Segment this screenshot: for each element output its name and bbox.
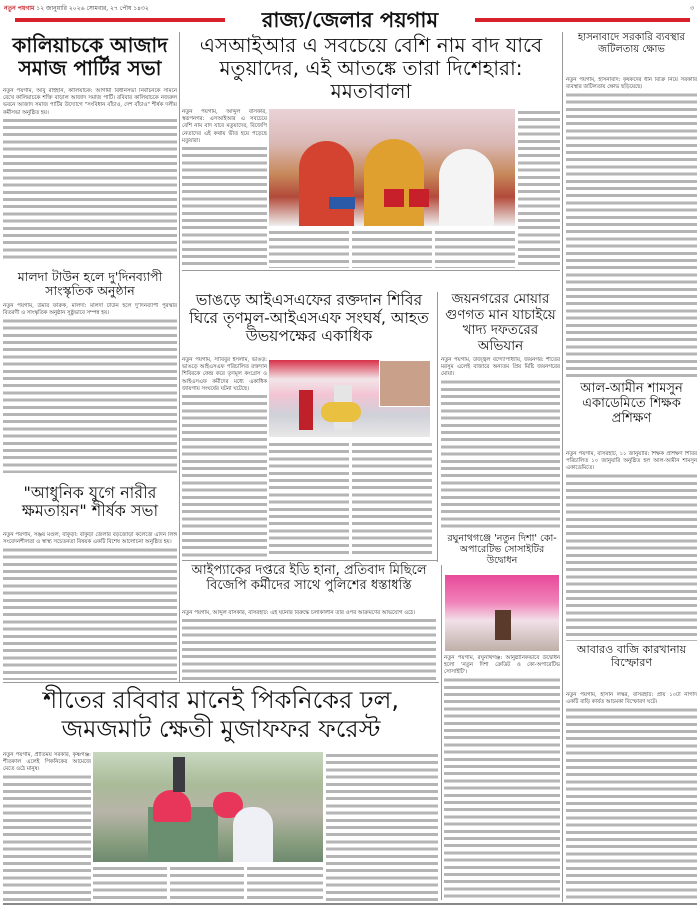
column-divider xyxy=(441,565,442,900)
column-divider xyxy=(179,32,180,682)
article-body xyxy=(182,109,267,268)
headline: মালদা টাউন হলে দু'দিনব্যাপী সাংস্কৃতিক অনুষ্ঠান xyxy=(17,269,163,299)
article-body xyxy=(566,692,697,902)
masthead-small: নতুন পয়গাম xyxy=(4,5,35,12)
article-lead: নতুন পয়গাম, সাবিবুর ইসলাম, ভাঙড়: ভাঙড়ে আইএসএফ পরিচালিত রক্তদান শিবিরকে কেন্দ্র করে তৃণমূল কংগ্রেস ও আইএসএফ কর্মীদের মধ্যে একাধিক জায়গায় সংঘর্ষের ঘটনা ঘটেছে। xyxy=(182,357,267,392)
headline: জয়নগরের মোয়ার গুণগত মান যাচাইয়ে খাদ্য দফতরের অভিযান xyxy=(445,291,556,354)
row-divider xyxy=(3,682,439,683)
date-text: ১২ জানুয়ারি ২০২৬ সোমবার, ২৭ পৌষ ১৪৩২ xyxy=(36,5,149,12)
article-lead: নতুন পয়গাম, উমার ফারুক, মালদা: মালদা টাউন হলে দু'দিনব্যাপী পুরস্কার বিতরণী ও সাংস্কৃতিক অনুষ্ঠান সুষ্ঠুভাবে সম্পন্ন হয়। xyxy=(3,303,177,317)
article-body-cont xyxy=(269,229,349,268)
article-lead: নতুন পয়গাম, উজ্জ্বল বন্দ্যোপাধ্যায়, জয়নগর: শীতের মরসুম এলেই বাজারে অন্যতম প্রিয় মিষ্টি জয়নগরের মোয়া। xyxy=(441,357,560,378)
bottom-rule xyxy=(3,903,697,905)
news-photo-picnic xyxy=(93,752,323,862)
article-body xyxy=(3,752,91,902)
row-divider xyxy=(182,270,560,271)
column-divider xyxy=(562,32,563,902)
article-lead: নতুন পয়গাম, আব্দুল বাসকার, স্বরূপনগর: এসআইআর এ সবচেয়ে বেশি নাম বাদ যাবে মতুয়াদের, বিজেপি নেতাদের এই কথায় ভীত হয়ে পড়েছে মতুয়ারা। xyxy=(182,109,267,144)
headline: আইপ্যাকের দপ্তরে ইডি হানা, প্রতিবাদ মিছিলে বিজেপি কর্মীদের সাথে পুলিশের ধস্তাধস্তি xyxy=(191,563,427,593)
article-body xyxy=(441,357,560,529)
headline: ভাঙড়ে আইএসএফের রক্তদান শিবির ঘিরে তৃণমূল-আইএসএফ সংঘর্ষ, আহত উভয়পক্ষের একাধিক xyxy=(189,291,429,345)
article-lead: নতুন পয়গাম, হাসনাবাদ: কৃষকদের ধান বিক্রি নিয়ে সরকারি ব্যবস্থার জটিলতায় ক্ষোভ ছড়িয়েছে। xyxy=(566,77,697,91)
headline: হাসনাবাদে সরকারি ব্যবস্থার জটিলতায় ক্ষোভ xyxy=(577,32,686,55)
article-lead: নতুন পয়গাম, হাসান লস্কর, বসিরহাট: প্রায় ১০টা নাগাদ একটি বাড়ি কার্যত আচমকা বিস্ফোরণ ঘটে। xyxy=(566,692,697,706)
article-body xyxy=(182,357,267,557)
article-body-cont xyxy=(352,441,432,557)
article-body xyxy=(444,655,560,900)
headline: আবারও বাজি কারখানায় বিস্ফোরণ xyxy=(576,643,687,669)
column-divider xyxy=(437,292,438,562)
article-body-cont xyxy=(247,865,323,902)
article-lead: নতুন পয়গাম, বসিরহাট, ১১ জানুয়ারি: শিক্ষক প্রশিক্ষণ শিবির পরিচালিত ১০ জানুয়ারি অনুষ্ঠিত হল আল-আমীন শামসুন একাডেমিতে। xyxy=(566,451,697,472)
header-rule-right xyxy=(475,18,690,22)
headline: রঘুনাথগঞ্জে 'নতুন দিশা' কো-অপারেটিভ সোসাইটির উদ্বোধন xyxy=(447,533,557,566)
article-body-cont xyxy=(170,865,244,902)
article-body-cont xyxy=(435,229,515,268)
news-photo-blood-donation xyxy=(269,360,430,437)
article-body xyxy=(566,451,697,641)
article-body xyxy=(3,88,177,263)
article-lead: নতুন পয়গাম, রঘুনাথগঞ্জ: আনুষ্ঠানিকভাবে উদ্বোধন হলো 'নতুন দিশা ক্রেডিট ও কো-অপারেটিভ সোসাইটি'। xyxy=(444,655,560,676)
article-body-cont xyxy=(326,752,438,902)
section-title: রাজ্য/জেলার পয়গাম xyxy=(225,8,475,32)
article-body-cont xyxy=(518,109,560,268)
headline: শীতের রবিবার মানেই পিকনিকের ঢল, জমজমাট ক্ষেতী মুজাফফর ফরেস্ট xyxy=(43,686,399,743)
headline: আল-আমীন শামসুন একাডেমিতে শিক্ষক প্রশিক্ষণ xyxy=(580,381,683,426)
article-lead: নতুন পয়গাম, প্রীতিময় সরকার, কৃষ্ণগঞ্জ: শীতকাল এলেই পিকনিকের আমেজে মেতে ওঠে মানুষ। xyxy=(3,752,91,773)
article-lead: নতুন পয়গাম, আবু রাইহান, কালিয়াচক: আগামী বিধানসভা নির্বাচনকে সামনে রেখে কালিয়াচকে শক্তি বাড়াল আজাদ সমাজ পার্টি। রবিবার কালিয়াচকে নজরুল ভবনে আজাদ সমাজ পার্টির উদ্যোগে "সংবিধান বাঁচাও, দেশ বাঁচাও" শীর্ষক দলীয় কর্মীসভা অনুষ্ঠিত হয়। xyxy=(3,88,177,116)
article-body-cont xyxy=(93,865,167,902)
dateline xyxy=(4,3,149,14)
article-lead: নতুন পয়গাম, আব্দুল বাসকার, বসিরহাট: এই ঘটনার বিরুদ্ধে চলাকালীন তার ওপর আক্রমণের অভিযোগ ওঠে। xyxy=(182,610,436,617)
article-lead: নতুন পয়গাম, সঞ্জয় মণ্ডল, বাঁকুড়া: বাঁকুড়া জেলার বড়জোড়া কলেজে এদিন লিঙ্গ সংবেদনশীলতা ও স্বাস্থ্য সচেতনতা বিষয়ক একটি বিশেষ আলোচনা অনুষ্ঠিত হয়। xyxy=(3,532,177,546)
article-body xyxy=(182,610,436,680)
headline: কালিয়াচকে আজাদ সমাজ পার্টির সভা xyxy=(12,33,168,80)
row-divider xyxy=(182,560,437,561)
article-body-cont xyxy=(269,441,349,557)
page-number: ৩ xyxy=(690,5,694,12)
article-sir xyxy=(182,32,560,268)
header-rule-left xyxy=(15,18,225,22)
news-photo-rally xyxy=(269,109,515,226)
article-body xyxy=(3,303,177,473)
article-body xyxy=(566,77,697,379)
article-body-cont xyxy=(352,229,432,268)
news-photo-inauguration xyxy=(445,575,559,651)
headline: এসআইআর এ সবচেয়ে বেশি নাম বাদ যাবে মতুয়াদের, এই আতঙ্কে তারা দিশেহারা: মমতাবালা xyxy=(199,33,543,103)
article-body xyxy=(3,532,177,680)
article-content xyxy=(182,109,560,268)
headline: "আধুনিক যুগে নারীর ক্ষমতায়ন" শীর্ষক সভা xyxy=(21,483,159,521)
